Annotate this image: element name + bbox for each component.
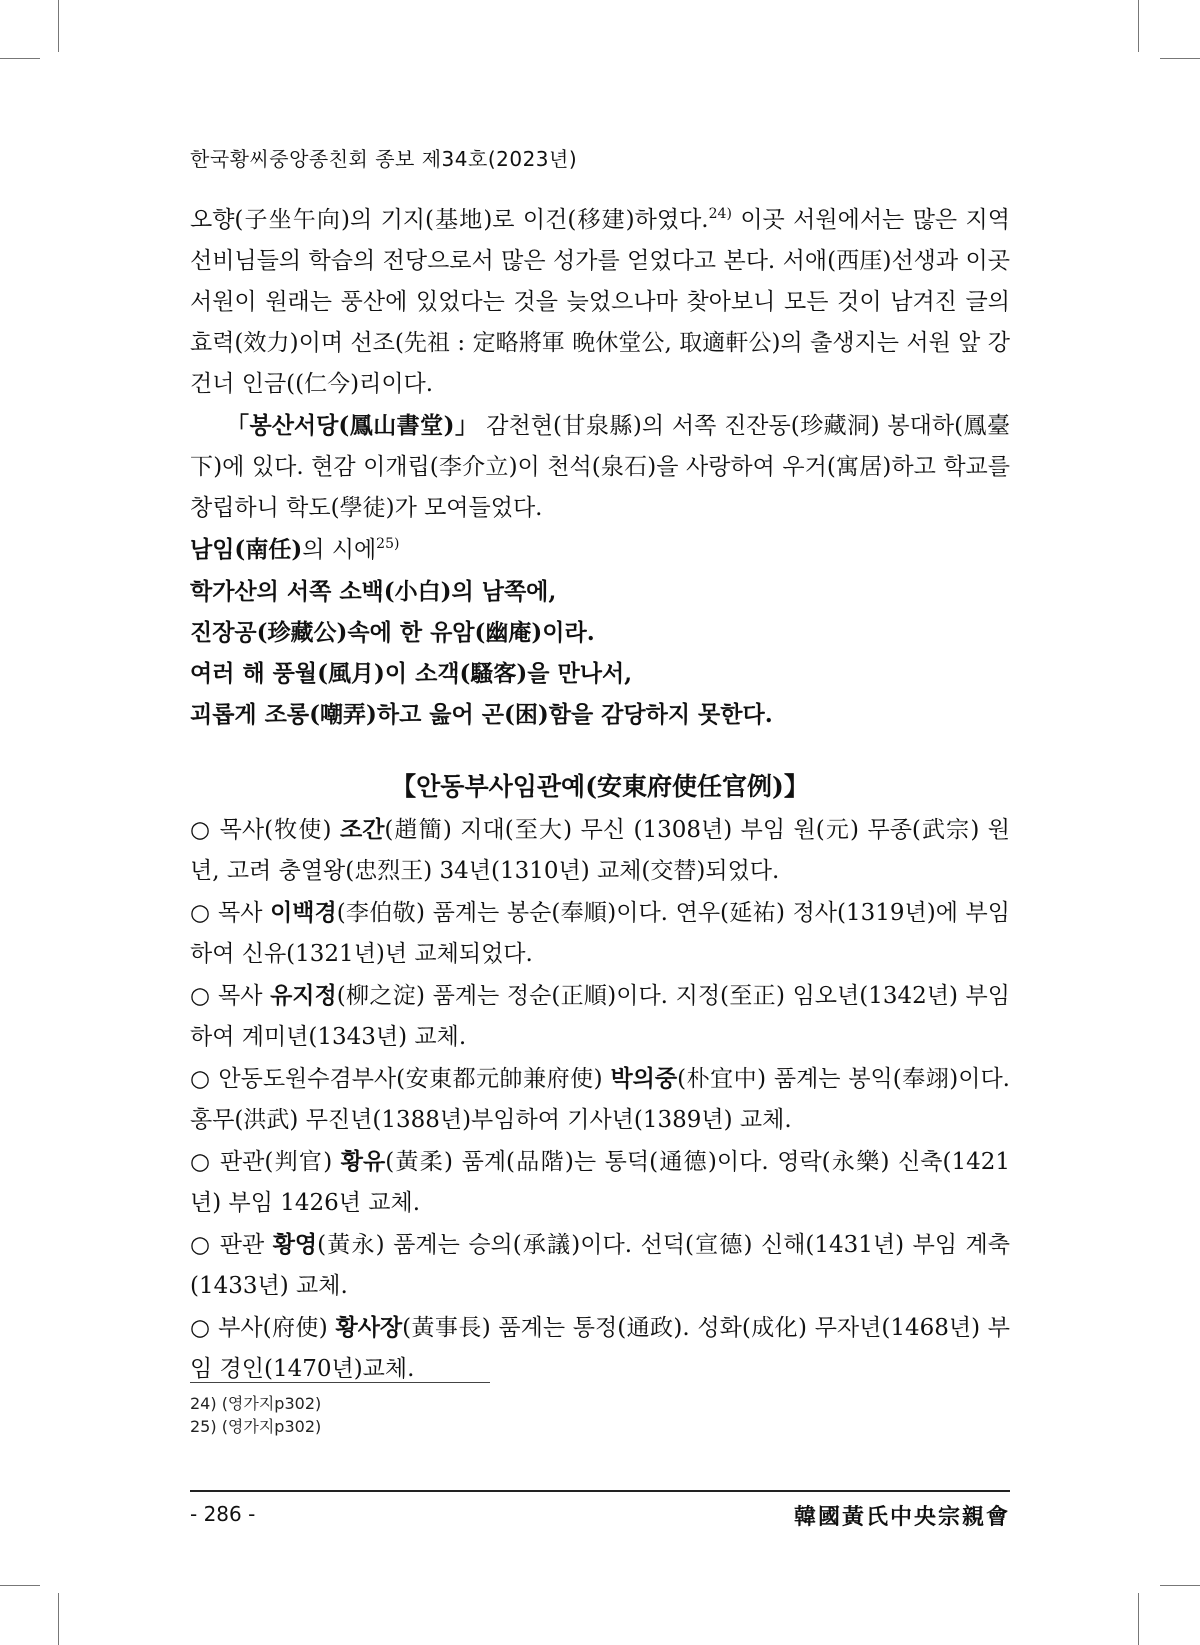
entry-prefix: ○ 목사 xyxy=(190,983,271,1009)
footnote-divider xyxy=(190,1382,490,1383)
entry-text: (黃柔) 품계(品階)는 통덕(通德)이다. 영락(永樂) 신축(1421년) 부임 1426년 교체. xyxy=(190,1149,1010,1216)
paragraph-text: 오향(子坐午向)의 기지(基地)로 이건(移建)하였다. xyxy=(190,207,709,233)
entry-text: (朴宜中) 품계는 봉익(奉翊)이다. 홍무(洪武) 무진년(1388년)부임하여 기사년(1389년) 교체. xyxy=(190,1066,1010,1133)
entry-name: 황사장 xyxy=(335,1314,403,1341)
footnote: 25) (영가지p302) xyxy=(190,1417,322,1436)
place-name: 「봉산서당(鳳山書堂)」 xyxy=(226,412,479,439)
entry-text: (趙簡) 지대(至大) 무신 (1308년) 부임 원(元) 무종(武宗) 원년, 고려 충열왕(忠烈王) 34년(1310년) 교체(交替)되었다. xyxy=(190,817,1010,884)
poem-line: 학가산의 서쪽 소백(小白)의 남쪽에, xyxy=(190,578,557,605)
list-item xyxy=(190,1058,1010,1141)
entry-text: (黃永) 품계는 승의(承議)이다. 선덕(宣德) 신해(1431년) 부임 계축(1433년) 교체. xyxy=(190,1232,1010,1299)
entry-name: 황유 xyxy=(340,1148,386,1175)
paragraph-text: 감천현(甘泉縣)의 서쪽 진잔동(珍藏洞) 봉대하(鳳臺下)에 있다. 현감 이개립(李介立)이 천석(泉石)을 사랑하여 우거(寓居)하고 학교를 창립하니 학도(學徒)가 모여들었다. xyxy=(190,413,1011,521)
entry-prefix: ○ 목사 xyxy=(190,900,271,926)
entry-text: (黃事長) 품계는 통정(通政). 성화(成化) 무자년(1468년) 부임 경인(1470년)교체. xyxy=(190,1315,1010,1382)
poem-intro-text: 의 시에 xyxy=(302,537,377,563)
footnote-ref[interactable]: 25) xyxy=(376,536,400,552)
publisher-name: 韓國黃氏中央宗親會 xyxy=(793,1504,1010,1530)
entry-prefix: ○ 목사(牧使) xyxy=(190,817,340,843)
entry-name: 박의중 xyxy=(610,1065,678,1092)
poem-line: 여러 해 풍월(風月)이 소객(騷客)을 만나서, xyxy=(190,660,633,687)
entry-prefix: ○ 안동도원수겸부사(安東都元帥兼府使) xyxy=(190,1066,611,1092)
poem-line: 괴롭게 조롱(嘲弄)하고 읊어 곤(困)함을 감당하지 못한다. xyxy=(190,701,773,728)
entry-text: (柳之淀) 품계는 정순(正順)이다. 지정(至正) 임오년(1342년) 부임하여 계미년(1343년) 교체. xyxy=(190,983,1010,1050)
list-item xyxy=(190,1307,1010,1390)
entry-name: 황영 xyxy=(272,1231,318,1258)
list-item xyxy=(190,975,1010,1058)
footer-divider xyxy=(190,1490,1010,1492)
entry-prefix: ○ 판관 xyxy=(190,1232,273,1258)
list-item xyxy=(190,809,1010,892)
footnote-ref[interactable]: 24) xyxy=(708,206,732,222)
paragraph xyxy=(190,405,1010,529)
list-item xyxy=(190,1224,1010,1307)
entry-name: 조간 xyxy=(339,816,385,843)
poem-author: 남임(南任) xyxy=(190,536,303,563)
entry-name: 유지정 xyxy=(270,982,337,1009)
running-head: 한국황씨중앙종친회 종보 제34호(2023년) xyxy=(190,147,578,171)
poem-intro xyxy=(190,529,1010,571)
entry-name: 이백경 xyxy=(270,899,337,926)
entry-prefix: ○ 판관(判官) xyxy=(190,1149,341,1175)
paragraph xyxy=(190,200,1010,405)
footnotes xyxy=(190,1392,321,1438)
list-item xyxy=(190,892,1010,975)
paragraph-text: 이곳 서원에서는 많은 지역 선비님들의 학습의 전당으로서 많은 성가를 얻었다고 본다. 서애(西厓)선생과 이곳 서원이 원래는 풍산에 있었다는 것을 늦었으나마 찾아보니 모든 것이 남겨진 글의 효력(效力)이며 선조(先祖 : 定略將軍 晩休堂公, 取適軒公)의 출생지는 서원 앞 강 건너 인금((仁今)리이다. xyxy=(190,207,1010,397)
footnote: 24) (영가지p302) xyxy=(190,1394,322,1413)
page-number: - 286 - xyxy=(190,1502,256,1526)
entry-text: (李伯敬) 품계는 봉순(奉順)이다. 연우(延祐) 정사(1319년)에 부임하여 신유(1321년)년 교체되었다. xyxy=(190,900,1010,967)
list-item xyxy=(190,1141,1010,1224)
body-text xyxy=(190,200,1010,1390)
entry-prefix: ○ 부사(府使) xyxy=(190,1315,336,1341)
section-heading: 【안동부사임관예(安東府使任官例)】 xyxy=(391,772,809,801)
poem-line: 진장공(珍藏公)속에 한 유암(幽庵)이라. xyxy=(190,619,595,646)
